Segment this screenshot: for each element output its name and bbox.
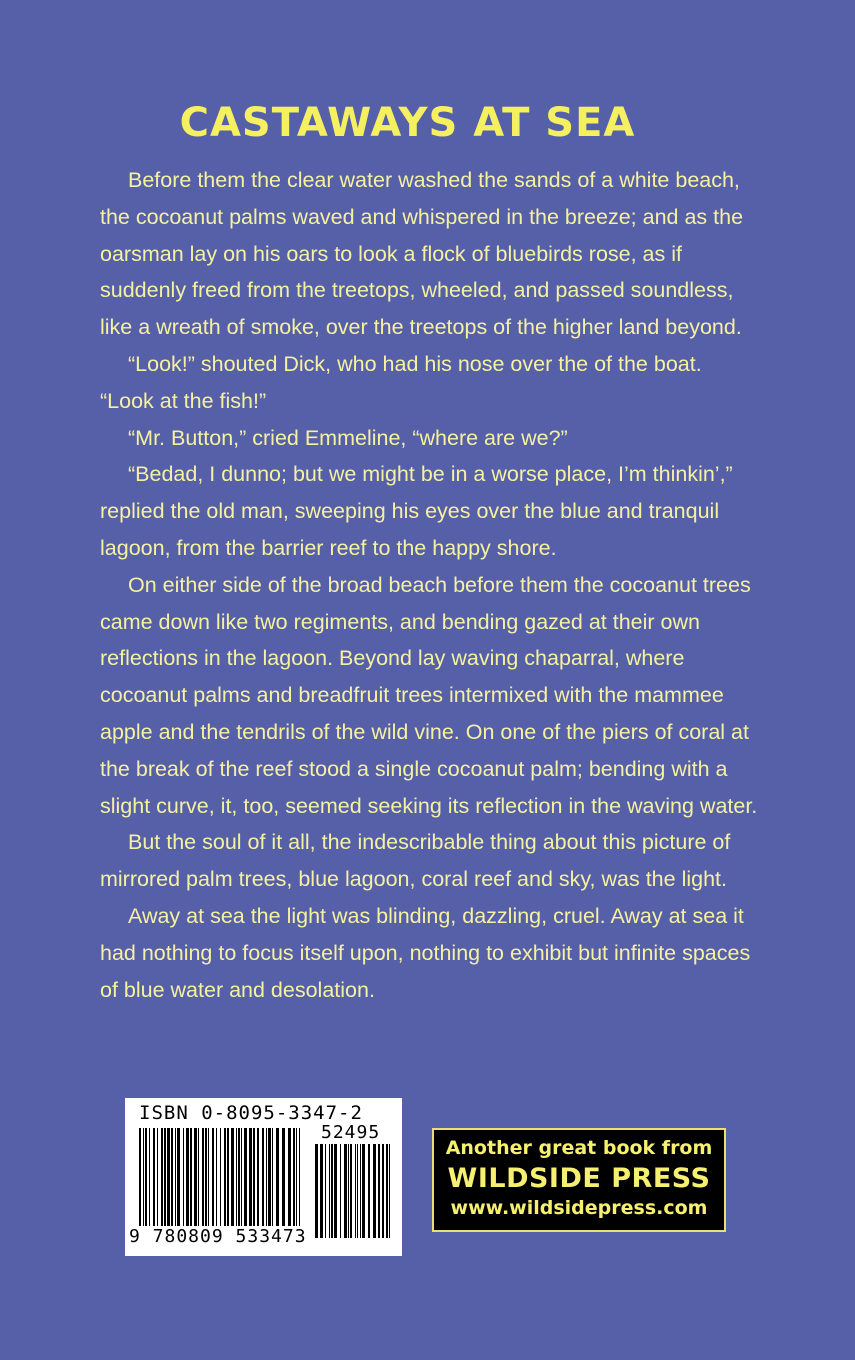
barcode-bar	[227, 1128, 229, 1226]
barcode-bar	[149, 1128, 150, 1226]
barcode-bar	[186, 1128, 189, 1226]
barcode-bar	[183, 1128, 184, 1226]
ean-digits: 9 780809 533473	[129, 1226, 307, 1247]
barcode-bar	[272, 1128, 273, 1226]
barcode-bar	[231, 1128, 234, 1226]
barcode-bar	[194, 1128, 197, 1226]
barcode-bar	[238, 1128, 240, 1226]
barcode-bar	[161, 1128, 163, 1226]
barcode-bar	[143, 1128, 144, 1226]
barcode-bar	[386, 1144, 388, 1238]
barcode-bar	[262, 1128, 264, 1226]
barcode-bar	[299, 1128, 300, 1226]
barcode-bar	[157, 1128, 158, 1226]
price-code: 52495	[321, 1122, 381, 1143]
isbn-number: ISBN 0-8095-3347-2	[139, 1102, 363, 1124]
publisher-url: www.wildsidepress.com	[450, 1197, 708, 1219]
barcode-bar	[202, 1128, 204, 1226]
barcode-bar	[378, 1144, 380, 1238]
barcode-bar	[355, 1144, 356, 1238]
excerpt-paragraph: On either side of the broad beach before them the cocoanut trees came down like two regiments, and bending gazed at their own reflections in the lagoon. Beyond lay waving chaparral, where cocoanut palms and breadfruit trees intermixed with the mammee apple and the tendrils of the wild vine. On one of the piers of coral at the break of the reef stood a single cocoanut palm; bending with a slight curve, it, too, seemed seeking its reflection in the waving water.	[100, 572, 758, 818]
barcode-bar	[167, 1128, 170, 1226]
barcode-bar	[249, 1128, 252, 1226]
barcode-bar	[368, 1144, 370, 1238]
barcode-bar	[329, 1144, 330, 1238]
barcode-bar	[145, 1128, 147, 1226]
barcode-bar	[216, 1128, 217, 1226]
barcode-bar	[357, 1144, 358, 1238]
barcode-bar	[315, 1144, 318, 1238]
barcode-bar	[325, 1144, 326, 1238]
barcode-bar	[244, 1128, 247, 1226]
barcode-bar	[164, 1128, 166, 1226]
book-title: CASTAWAYS AT SEA	[179, 100, 636, 146]
excerpt-text	[100, 162, 760, 1008]
barcode-bar	[241, 1128, 242, 1226]
excerpt-paragraph: Before them the clear water washed the sands of a white beach, the cocoanut palms waved and whispered in the breeze; and as the oarsman lay on his oars to look a flock of bluebirds rose, as if suddenly freed from the treetops, wheeled, and passed soundless, like a wreath of smoke, over the treetops of the higher land beyond.	[100, 168, 744, 340]
publisher-name: WILDSIDE PRESS	[447, 1163, 711, 1194]
barcode-bar	[293, 1128, 295, 1226]
barcode-bar	[320, 1144, 323, 1238]
barcode-bar	[257, 1128, 259, 1226]
barcode-bar	[362, 1144, 365, 1238]
barcode-bar	[198, 1128, 199, 1226]
barcode-bar	[389, 1144, 390, 1238]
barcode-bar	[190, 1128, 192, 1226]
barcode-bar	[139, 1128, 141, 1226]
barcode-bar	[340, 1144, 341, 1238]
barcode-bar	[276, 1128, 279, 1226]
barcode-bar	[382, 1144, 384, 1238]
barcode-bar	[288, 1128, 291, 1226]
barcode-bar	[224, 1128, 226, 1226]
excerpt-paragraph: “Bedad, I dunno; but we might be in a worse place, I’m thinkin’,” replied the old man, sweeping his eyes over the blue and tranquil lagoon, from the barrier reef to the happy shore.	[100, 462, 733, 560]
barcode-bar	[344, 1144, 347, 1238]
excerpt-paragraph: “Look!” shouted Dick, who had his nose over the of the boat. “Look at the fish!”	[100, 351, 702, 413]
barcode-bar	[236, 1128, 237, 1226]
barcode-bar	[205, 1128, 207, 1226]
excerpt-paragraph: “Mr. Button,” cried Emmeline, “where are we?”	[128, 425, 568, 450]
barcode-bar	[253, 1128, 255, 1226]
barcode-bar	[360, 1144, 361, 1238]
excerpt-paragraph: But the soul of it all, the indescribable thing about this picture of mirrored palm trees, blue lagoon, coral reef and sky, was the light.	[100, 830, 731, 892]
excerpt-paragraph: Away at sea the light was blinding, dazzling, cruel. Away at sea it had nothing to focus itself upon, nothing to exhibit but infinite spaces of blue water and desolation.	[100, 903, 751, 1002]
barcode-bar	[208, 1128, 209, 1226]
barcode-bar	[212, 1128, 214, 1226]
publisher-tagline: Another great book from	[445, 1137, 713, 1159]
barcode-bar	[334, 1144, 337, 1238]
barcode-bar	[268, 1128, 271, 1226]
publisher-badge	[432, 1128, 726, 1232]
barcode-bar	[373, 1144, 376, 1238]
barcode-bar	[350, 1144, 352, 1238]
barcode-bar	[296, 1128, 297, 1226]
barcode-bar	[348, 1144, 349, 1238]
barcode-bar	[171, 1128, 173, 1226]
barcode-bar	[282, 1128, 285, 1226]
barcode-label	[125, 1098, 402, 1256]
barcode-bar	[266, 1128, 267, 1226]
barcode-bar	[220, 1128, 221, 1226]
barcode-bar	[153, 1128, 155, 1226]
barcode-bar	[175, 1128, 176, 1226]
barcode-bar	[177, 1128, 180, 1226]
barcode-bar	[331, 1144, 333, 1238]
